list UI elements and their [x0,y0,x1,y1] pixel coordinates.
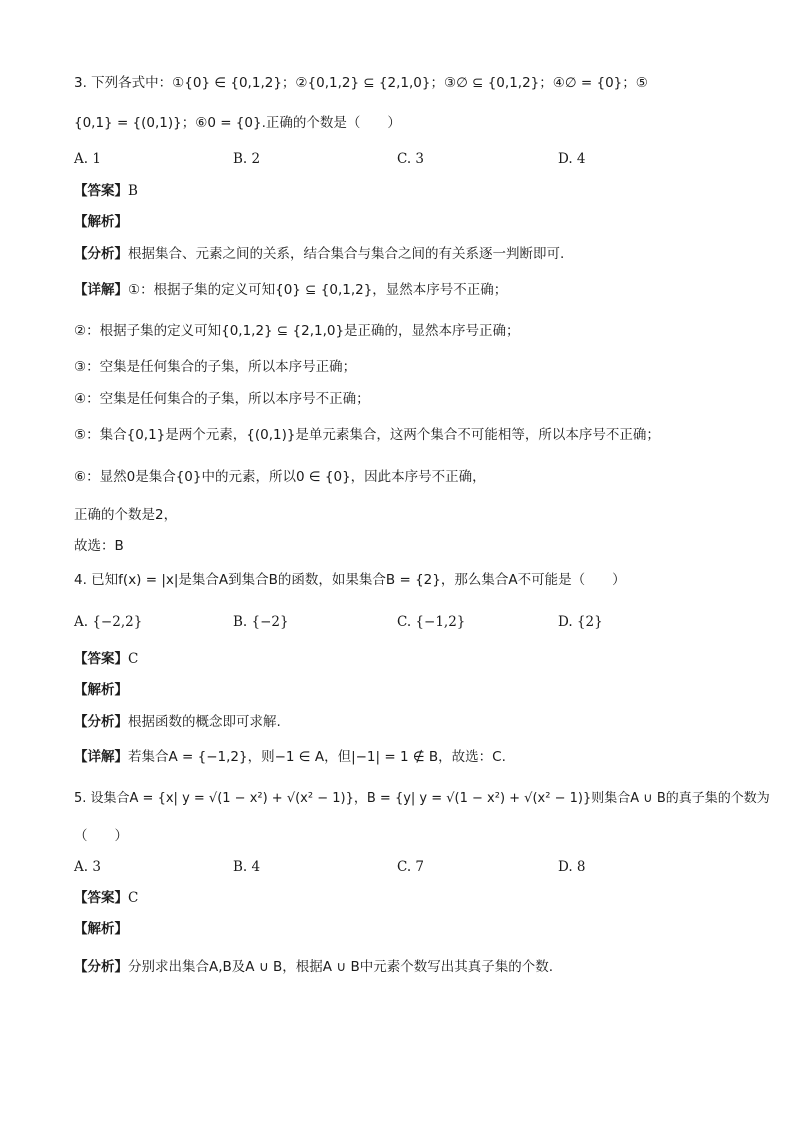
q3-stem-line1: 3. 下列各式中：①{0} ∈ {0,1,2}；②{0,1,2} ⊆ {2,1,0}；③∅ ⊆ {0,1,2}；④∅ = {0}；⑤ [74,75,648,91]
q3-detail-2: ②：根据子集的定义可知{0,1,2} ⊆ {2,1,0}是正确的，显然本序号正确； [74,323,520,339]
q3-detail-7: 正确的个数是2， [74,507,178,523]
q4-option-a: A. {−2,2} [74,614,143,630]
answer-value: B [128,183,138,199]
detail-text: 若集合A = {−1,2}，则−1 ∈ A，但|−1| = 1 ∉ B，故选：C. [128,749,506,765]
q4-option-c: C. {−1,2} [397,614,466,630]
q4-option-d: D. {2} [558,614,603,630]
answer-value: C [128,651,139,667]
q3-detail-5: ⑤：集合{0,1}是两个元素，{(0,1)}是单元素集合，这两个集合不可能相等，所以本序号不正确； [74,427,660,443]
analysis-tag: 【分析】 [74,959,128,975]
analysis-tag: 【分析】 [74,246,128,262]
answer-tag: 【答案】 [74,651,128,667]
answer-tag: 【答案】 [74,890,128,906]
answer-value: C [128,890,139,906]
q5-option-c: C. 7 [397,859,425,875]
q3-detail-4: ④：空集是任何集合的子集，所以本序号不正确； [74,391,370,407]
detail-tag: 【详解】 [74,749,128,765]
q5-option-d: D. 8 [558,859,586,875]
answer-tag: 【答案】 [74,183,128,199]
analysis-text: 根据集合、元素之间的关系，结合集合与集合之间的有关系逐一判断即可. [128,246,565,262]
analysis-tag: 【分析】 [74,714,128,730]
q4-answer [74,648,138,670]
q3-option-b: B. 2 [233,151,261,167]
q3-detail-3: ③：空集是任何集合的子集，所以本序号正确； [74,359,357,375]
q3-jiexi-heading: 【解析】 [74,214,128,230]
q5-option-a: A. 3 [74,859,101,875]
q5-stem-line2: （ ） [74,828,128,844]
q3-option-d: D. 4 [558,151,586,167]
detail-tag: 【详解】 [74,282,128,298]
q3-choose: 故选：B [74,538,124,554]
q3-detail-1 [74,279,507,301]
q3-stem-line2: {0,1} = {(0,1)}；⑥0 = {0}.正确的个数是（ ） [74,115,401,131]
q4-stem: 4. 已知f(x) = |x|是集合A到集合B的函数，如果集合B = {2}，那么集合A不可能是（ ） [74,572,626,588]
q4-jiexi-heading: 【解析】 [74,682,128,698]
analysis-text: 分别求出集合A,B及A ∪ B，根据A ∪ B中元素个数写出其真子集的个数. [128,959,553,975]
q4-option-b: B. {−2} [233,614,289,630]
q5-answer [74,887,138,909]
q3-option-c: C. 3 [397,151,425,167]
q5-stem-line1: 5. 设集合A = {x| y = √(1 − x²) + √(x² − 1)}，B = {y| y = √(1 − x²) + √(x² − 1)}则集合A ∪ B的真子集的个数为 [74,791,770,806]
q3-option-a: A. 1 [74,151,101,167]
q3-detail-6: ⑥：显然0是集合{0}中的元素，所以0 ∈ {0}，因此本序号不正确， [74,469,486,485]
detail-text: ①：根据子集的定义可知{0} ⊆ {0,1,2}，显然本序号不正确； [128,282,508,298]
q3-analysis [74,243,564,265]
q5-option-b: B. 4 [233,859,261,875]
q5-analysis [74,956,553,978]
q4-detail [74,746,506,768]
q3-answer [74,180,138,202]
q5-jiexi-heading: 【解析】 [74,921,128,937]
analysis-text: 根据函数的概念即可求解. [128,714,281,730]
q4-analysis [74,711,281,733]
